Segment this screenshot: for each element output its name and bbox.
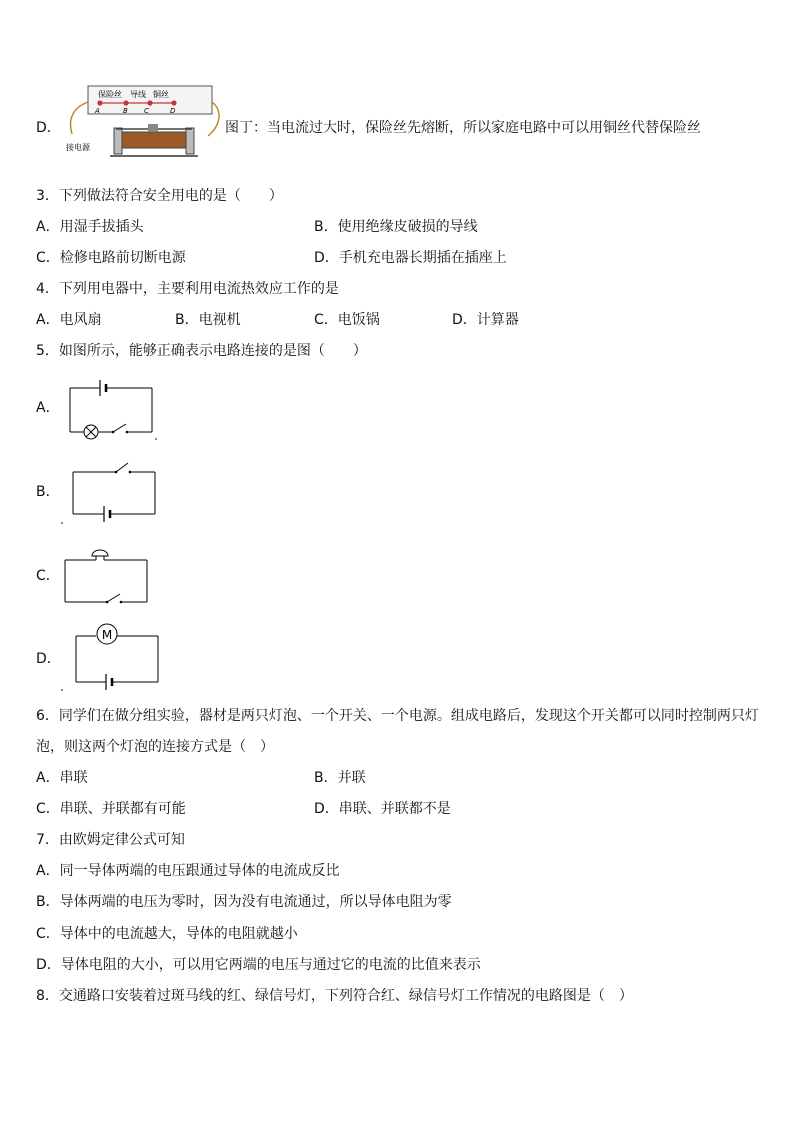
q6-option-c: C．串联、并联都有可能 <box>36 801 186 817</box>
q4-option-b: B．电视机 <box>175 312 241 328</box>
q5-label-b: B． <box>36 484 60 500</box>
q5-stem: 5．如图所示，能够正确表示电路连接的是图（ ） <box>36 343 367 359</box>
q7-option-b: B．导体两端的电压为零时，因为没有电流通过，所以导体电阻为零 <box>36 894 452 910</box>
q5-circuit-d <box>60 622 170 694</box>
q7-option-a: A．同一导体两端的电压跟通过导体的电流成反比 <box>36 863 340 879</box>
fig-label-copper: 铜丝 <box>153 90 169 99</box>
q5-label-c: C． <box>36 568 60 584</box>
q4-option-d: D．计算器 <box>452 312 519 328</box>
q6-option-b: B．并联 <box>314 770 366 786</box>
fig-label-c: C <box>144 107 149 115</box>
q5-circuit-c <box>62 546 162 606</box>
q3-option-a: A．用湿手拔插头 <box>36 219 144 235</box>
q5-label-a: A． <box>36 400 60 416</box>
q6-stem-line1: 6．同学们在做分组实验，器材是两只灯泡、一个开关、一个电源。组成电路后，发现这个开关都可以同时控制两只灯 <box>36 708 759 724</box>
motor-symbol: M <box>101 628 113 642</box>
q3-option-d: D．手机充电器长期插在插座上 <box>314 250 507 266</box>
q4-option-a: A．电风扇 <box>36 312 102 328</box>
fig-label-power: 接电源 <box>66 143 90 152</box>
q2-option-d-letter: D． <box>36 120 61 136</box>
q4-stem: 4．下列用电器中，主要利用电流热效应工作的是 <box>36 281 339 297</box>
fig-label-d: D <box>170 107 176 115</box>
fig-label-wire: 导线 <box>130 90 146 99</box>
q7-option-d: D．导体电阻的大小，可以用它两端的电压与通过它的电流的比值来表示 <box>36 957 481 973</box>
q6-option-a: A．串联 <box>36 770 88 786</box>
fig-label-fuse: 保险丝 <box>98 90 122 99</box>
q6-option-d: D．串联、并联都不是 <box>314 801 451 817</box>
q3-option-b: B．使用绝缘皮破损的导线 <box>314 219 478 235</box>
fig-label-b: B <box>123 107 128 115</box>
q6-stem-line2: 泡，则这两个灯泡的连接方式是（ ） <box>36 739 274 755</box>
q4-option-c: C．电饭锅 <box>314 312 380 328</box>
q7-stem: 7．由欧姆定律公式可知 <box>36 832 185 848</box>
q3-stem: 3．下列做法符合安全用电的是（ ） <box>36 188 283 204</box>
q8-stem: 8．交通路口安装着过斑马线的红、绿信号灯，下列符合红、绿信号灯工作情况的电路图是（ ） <box>36 988 633 1004</box>
fig-label-a: A <box>95 107 100 115</box>
q5-circuit-b <box>60 456 160 526</box>
fuse-apparatus-figure <box>66 84 226 164</box>
q5-circuit-a <box>66 378 166 438</box>
q3-option-c: C．检修电路前切断电源 <box>36 250 186 266</box>
q7-option-c: C．导体中的电流越大，导体的电阻就越小 <box>36 926 298 942</box>
q2-option-d-text: 图丁：当电流过大时，保险丝先熔断，所以家庭电路中可以用铜丝代替保险丝 <box>225 120 701 136</box>
q5-label-d: D． <box>36 651 61 667</box>
